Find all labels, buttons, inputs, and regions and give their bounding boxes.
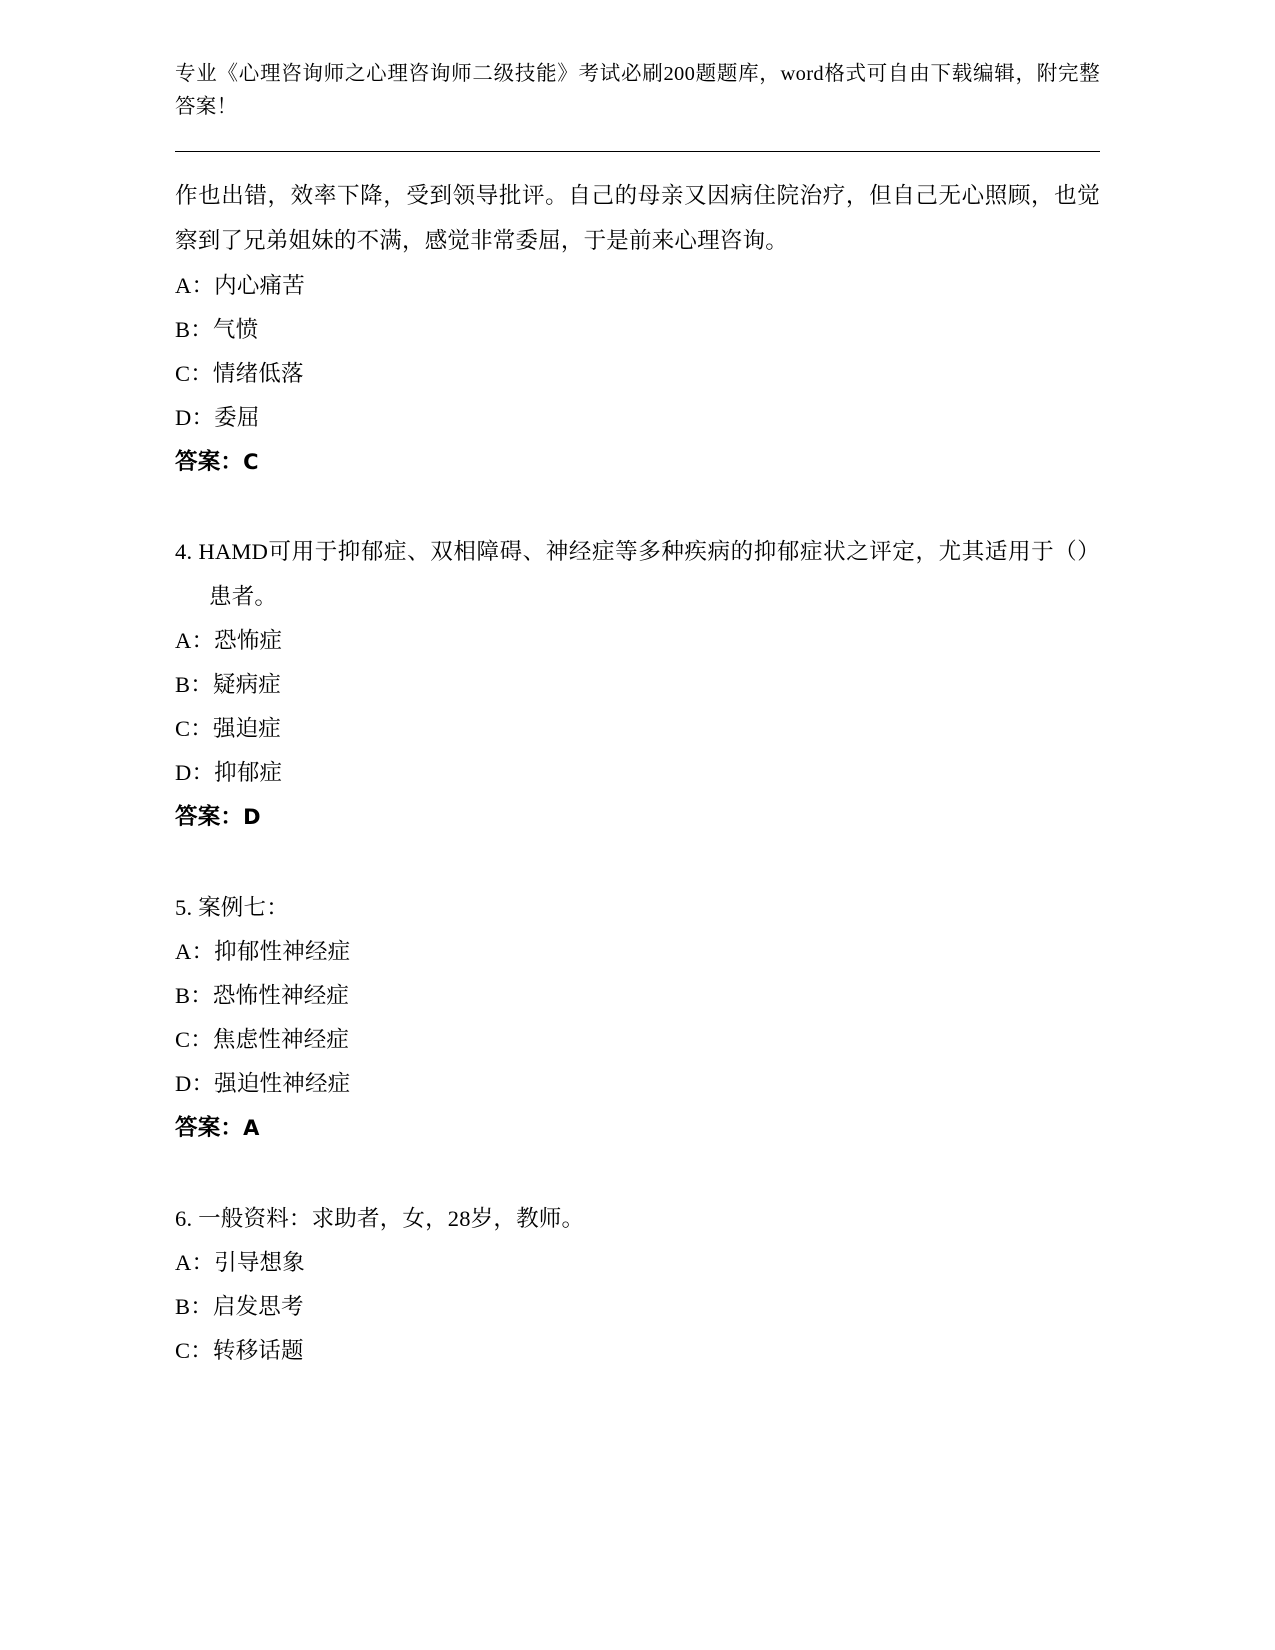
answer-line xyxy=(175,440,1100,484)
header-divider xyxy=(175,151,1100,152)
answer-label: 答案： xyxy=(175,448,244,474)
option-item: A：内心痛苦 xyxy=(175,272,305,298)
question-stem: 6. 一般资料：求助者，女，28岁，教师。 xyxy=(175,1205,585,1231)
answer-line xyxy=(175,795,1100,839)
option-item: D：委屈 xyxy=(175,404,260,430)
question-stem: 4. HAMD可用于抑郁症、双相障碍、神经症等多种疾病的抑郁症状之评定，尤其适用于（）患者。 xyxy=(175,538,1100,609)
document-body xyxy=(175,174,1100,1373)
continued-paragraph: 作也出错，效率下降，受到领导批评。自己的母亲又因病住院治疗，但自己无心照顾，也觉察到了兄弟姐妹的不满，感觉非常委屈，于是前来心理咨询。 xyxy=(175,183,1100,253)
option-item: D：抑郁症 xyxy=(175,760,283,786)
option-item: A：抑郁性神经症 xyxy=(175,939,351,965)
option-item: C：焦虑性神经症 xyxy=(175,1027,350,1053)
answer-value: D xyxy=(243,805,261,830)
question-spacer xyxy=(175,840,1100,886)
document-header: 专业《心理咨询师之心理咨询师二级技能》考试必刷200题题库，word格式可自由下载编辑，附完整答案！ xyxy=(175,63,1100,119)
option-item: C：转移话题 xyxy=(175,1338,304,1364)
answer-label: 答案： xyxy=(175,804,244,830)
answer-line xyxy=(175,1106,1100,1150)
option-item: C：强迫症 xyxy=(175,716,282,742)
option-item: B：气愤 xyxy=(175,316,259,342)
question-spacer xyxy=(175,1151,1100,1197)
option-item: A：引导想象 xyxy=(175,1250,305,1276)
answer-value: C xyxy=(243,449,259,474)
option-item: A：恐怖症 xyxy=(175,628,283,654)
option-item: B：疑病症 xyxy=(175,672,282,698)
option-item: B：启发思考 xyxy=(175,1294,304,1320)
question-spacer xyxy=(175,484,1100,530)
answer-value: A xyxy=(243,1116,260,1141)
answer-label: 答案： xyxy=(175,1115,244,1141)
option-item: C：情绪低落 xyxy=(175,360,304,386)
option-item: B：恐怖性神经症 xyxy=(175,983,350,1009)
option-item: D：强迫性神经症 xyxy=(175,1071,351,1097)
question-stem: 5. 案例七： xyxy=(175,894,289,920)
